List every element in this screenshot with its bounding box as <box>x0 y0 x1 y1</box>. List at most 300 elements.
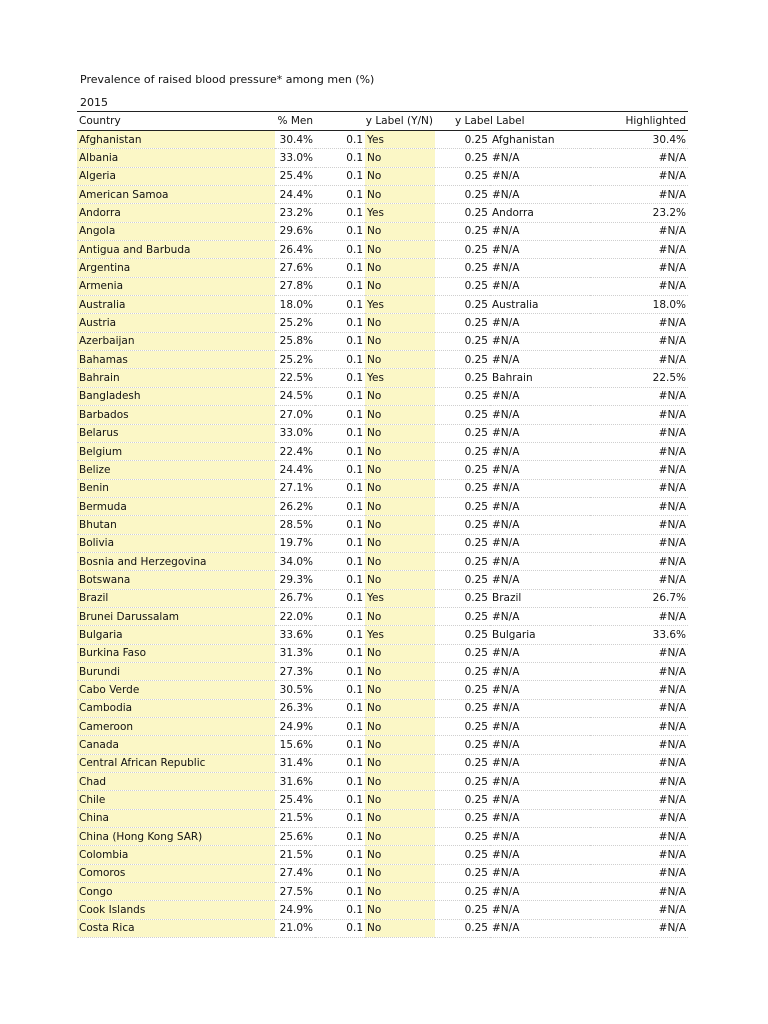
y-label-label-value-cell: 0.25 <box>435 681 490 699</box>
men-percent-cell: 27.3% <box>275 662 315 680</box>
men-percent-cell: 26.7% <box>275 589 315 607</box>
y-label-value-cell: 0.1 <box>315 516 365 534</box>
highlighted-cell: #N/A <box>590 167 688 185</box>
men-percent-cell: 27.4% <box>275 864 315 882</box>
col-header-highlighted: Highlighted <box>590 112 688 131</box>
table-row <box>77 883 688 901</box>
y-label-yn-cell: No <box>365 571 435 589</box>
men-percent-cell: 33.0% <box>275 424 315 442</box>
country-cell: Andorra <box>77 204 275 222</box>
table-row <box>77 369 688 387</box>
table-row <box>77 241 688 259</box>
country-cell: Botswana <box>77 571 275 589</box>
y-label-label-cell: #N/A <box>490 846 590 864</box>
table-row <box>77 167 688 185</box>
y-label-label-value-cell: 0.25 <box>435 534 490 552</box>
highlighted-cell: #N/A <box>590 332 688 350</box>
y-label-value-cell: 0.1 <box>315 351 365 369</box>
y-label-label-value-cell: 0.25 <box>435 846 490 864</box>
y-label-yn-cell: No <box>365 534 435 552</box>
y-label-value-cell: 0.1 <box>315 424 365 442</box>
y-label-label-cell: #N/A <box>490 864 590 882</box>
y-label-label-value-cell: 0.25 <box>435 699 490 717</box>
country-cell: China (Hong Kong SAR) <box>77 828 275 846</box>
men-percent-cell: 31.6% <box>275 773 315 791</box>
y-label-value-cell: 0.1 <box>315 864 365 882</box>
country-cell: Costa Rica <box>77 919 275 937</box>
y-label-yn-cell: No <box>365 387 435 405</box>
men-percent-cell: 27.5% <box>275 883 315 901</box>
y-label-label-cell: #N/A <box>490 534 590 552</box>
y-label-value-cell: 0.1 <box>315 534 365 552</box>
table-row <box>77 186 688 204</box>
y-label-yn-cell: No <box>365 846 435 864</box>
highlighted-cell: 23.2% <box>590 204 688 222</box>
y-label-label-cell: #N/A <box>490 222 590 240</box>
table-row <box>77 351 688 369</box>
y-label-label-value-cell: 0.25 <box>435 296 490 314</box>
y-label-yn-cell: No <box>365 736 435 754</box>
table-row <box>77 461 688 479</box>
country-cell: Australia <box>77 296 275 314</box>
y-label-yn-cell: No <box>365 718 435 736</box>
y-label-label-value-cell: 0.25 <box>435 571 490 589</box>
y-label-label-cell: #N/A <box>490 479 590 497</box>
men-percent-cell: 31.4% <box>275 754 315 772</box>
men-percent-cell: 29.3% <box>275 571 315 589</box>
y-label-label-cell: #N/A <box>490 699 590 717</box>
y-label-label-value-cell: 0.25 <box>435 387 490 405</box>
men-percent-cell: 24.5% <box>275 387 315 405</box>
country-cell: Brazil <box>77 589 275 607</box>
y-label-value-cell: 0.1 <box>315 479 365 497</box>
y-label-label-cell: #N/A <box>490 149 590 167</box>
y-label-value-cell: 0.1 <box>315 277 365 295</box>
men-percent-cell: 22.5% <box>275 369 315 387</box>
col-header-y-label-yn: y Label (Y/N) <box>315 112 435 131</box>
y-label-label-cell: #N/A <box>490 828 590 846</box>
country-cell: Cook Islands <box>77 901 275 919</box>
men-percent-cell: 22.0% <box>275 607 315 625</box>
y-label-value-cell: 0.1 <box>315 901 365 919</box>
y-label-label-cell: Bulgaria <box>490 626 590 644</box>
y-label-label-cell: #N/A <box>490 387 590 405</box>
country-cell: Belgium <box>77 442 275 460</box>
country-cell: Congo <box>77 883 275 901</box>
y-label-label-value-cell: 0.25 <box>435 626 490 644</box>
y-label-value-cell: 0.1 <box>315 222 365 240</box>
y-label-yn-cell: No <box>365 406 435 424</box>
y-label-value-cell: 0.1 <box>315 259 365 277</box>
men-percent-cell: 24.4% <box>275 186 315 204</box>
highlighted-cell: #N/A <box>590 718 688 736</box>
page-title: Prevalence of raised blood pressure* among men (%) <box>80 73 375 86</box>
men-percent-cell: 30.4% <box>275 131 315 149</box>
y-label-value-cell: 0.1 <box>315 883 365 901</box>
highlighted-cell: #N/A <box>590 387 688 405</box>
men-percent-cell: 33.0% <box>275 149 315 167</box>
y-label-label-cell: #N/A <box>490 552 590 570</box>
table-row <box>77 846 688 864</box>
y-label-yn-cell: Yes <box>365 626 435 644</box>
y-label-label-value-cell: 0.25 <box>435 314 490 332</box>
y-label-yn-cell: Yes <box>365 369 435 387</box>
country-cell: Antigua and Barbuda <box>77 241 275 259</box>
country-cell: Chad <box>77 773 275 791</box>
y-label-label-value-cell: 0.25 <box>435 351 490 369</box>
y-label-label-value-cell: 0.25 <box>435 901 490 919</box>
men-percent-cell: 23.2% <box>275 204 315 222</box>
country-cell: China <box>77 809 275 827</box>
y-label-yn-cell: No <box>365 277 435 295</box>
y-label-label-cell: #N/A <box>490 461 590 479</box>
country-cell: Cambodia <box>77 699 275 717</box>
y-label-label-value-cell: 0.25 <box>435 516 490 534</box>
y-label-yn-cell: No <box>365 222 435 240</box>
country-cell: Bosnia and Herzegovina <box>77 552 275 570</box>
y-label-yn-cell: No <box>365 773 435 791</box>
country-cell: Brunei Darussalam <box>77 607 275 625</box>
y-label-label-cell: #N/A <box>490 773 590 791</box>
table-row <box>77 131 688 149</box>
y-label-yn-cell: No <box>365 497 435 515</box>
men-percent-cell: 30.5% <box>275 681 315 699</box>
table-body <box>77 131 688 938</box>
y-label-yn-cell: No <box>365 167 435 185</box>
y-label-label-cell: #N/A <box>490 516 590 534</box>
y-label-label-value-cell: 0.25 <box>435 131 490 149</box>
men-percent-cell: 21.5% <box>275 846 315 864</box>
y-label-label-cell: #N/A <box>490 259 590 277</box>
highlighted-cell: #N/A <box>590 186 688 204</box>
highlighted-cell: #N/A <box>590 681 688 699</box>
highlighted-cell: #N/A <box>590 809 688 827</box>
highlighted-cell: #N/A <box>590 662 688 680</box>
y-label-value-cell: 0.1 <box>315 607 365 625</box>
highlighted-cell: #N/A <box>590 901 688 919</box>
table-row <box>77 222 688 240</box>
country-cell: Benin <box>77 479 275 497</box>
men-percent-cell: 24.9% <box>275 718 315 736</box>
y-label-yn-cell: No <box>365 864 435 882</box>
y-label-label-cell: #N/A <box>490 607 590 625</box>
highlighted-cell: #N/A <box>590 699 688 717</box>
highlighted-cell: #N/A <box>590 846 688 864</box>
men-percent-cell: 26.4% <box>275 241 315 259</box>
y-label-value-cell: 0.1 <box>315 314 365 332</box>
highlighted-cell: 30.4% <box>590 131 688 149</box>
country-cell: Canada <box>77 736 275 754</box>
y-label-label-cell: #N/A <box>490 754 590 772</box>
y-label-yn-cell: No <box>365 791 435 809</box>
table-row <box>77 662 688 680</box>
table-row <box>77 442 688 460</box>
y-label-yn-cell: No <box>365 332 435 350</box>
y-label-label-cell: #N/A <box>490 718 590 736</box>
highlighted-cell: #N/A <box>590 406 688 424</box>
y-label-yn-cell: Yes <box>365 296 435 314</box>
country-cell: Austria <box>77 314 275 332</box>
highlighted-cell: #N/A <box>590 461 688 479</box>
highlighted-cell: #N/A <box>590 791 688 809</box>
y-label-yn-cell: No <box>365 552 435 570</box>
y-label-yn-cell: No <box>365 754 435 772</box>
highlighted-cell: 22.5% <box>590 369 688 387</box>
y-label-yn-cell: No <box>365 681 435 699</box>
y-label-value-cell: 0.1 <box>315 809 365 827</box>
y-label-yn-cell: No <box>365 809 435 827</box>
y-label-label-cell: Afghanistan <box>490 131 590 149</box>
men-percent-cell: 25.4% <box>275 167 315 185</box>
y-label-yn-cell: No <box>365 461 435 479</box>
y-label-value-cell: 0.1 <box>315 662 365 680</box>
men-percent-cell: 21.5% <box>275 809 315 827</box>
y-label-label-cell: #N/A <box>490 314 590 332</box>
y-label-label-value-cell: 0.25 <box>435 149 490 167</box>
y-label-label-cell: Andorra <box>490 204 590 222</box>
y-label-label-value-cell: 0.25 <box>435 828 490 846</box>
country-cell: Bulgaria <box>77 626 275 644</box>
table-row <box>77 204 688 222</box>
highlighted-cell: #N/A <box>590 552 688 570</box>
y-label-yn-cell: No <box>365 516 435 534</box>
table-row <box>77 718 688 736</box>
highlighted-cell: #N/A <box>590 241 688 259</box>
country-cell: Afghanistan <box>77 131 275 149</box>
y-label-yn-cell: No <box>365 607 435 625</box>
highlighted-cell: #N/A <box>590 424 688 442</box>
table-row <box>77 497 688 515</box>
y-label-yn-cell: No <box>365 259 435 277</box>
y-label-value-cell: 0.1 <box>315 828 365 846</box>
highlighted-cell: 26.7% <box>590 589 688 607</box>
y-label-yn-cell: No <box>365 919 435 937</box>
country-cell: American Samoa <box>77 186 275 204</box>
y-label-value-cell: 0.1 <box>315 131 365 149</box>
y-label-label-value-cell: 0.25 <box>435 259 490 277</box>
y-label-label-value-cell: 0.25 <box>435 186 490 204</box>
table-row <box>77 406 688 424</box>
men-percent-cell: 27.1% <box>275 479 315 497</box>
highlighted-cell: 18.0% <box>590 296 688 314</box>
year-label: 2015 <box>80 96 108 109</box>
y-label-label-value-cell: 0.25 <box>435 406 490 424</box>
country-cell: Bangladesh <box>77 387 275 405</box>
highlighted-cell: #N/A <box>590 351 688 369</box>
country-cell: Burkina Faso <box>77 644 275 662</box>
men-percent-cell: 28.5% <box>275 516 315 534</box>
men-percent-cell: 18.0% <box>275 296 315 314</box>
y-label-yn-cell: Yes <box>365 131 435 149</box>
table-row <box>77 571 688 589</box>
table-row <box>77 919 688 937</box>
men-percent-cell: 25.2% <box>275 351 315 369</box>
y-label-label-value-cell: 0.25 <box>435 204 490 222</box>
y-label-yn-cell: No <box>365 883 435 901</box>
country-cell: Bahamas <box>77 351 275 369</box>
highlighted-cell: #N/A <box>590 644 688 662</box>
table-row <box>77 516 688 534</box>
table-row <box>77 314 688 332</box>
y-label-value-cell: 0.1 <box>315 149 365 167</box>
highlighted-cell: #N/A <box>590 497 688 515</box>
country-cell: Bahrain <box>77 369 275 387</box>
table-row <box>77 773 688 791</box>
y-label-label-value-cell: 0.25 <box>435 479 490 497</box>
y-label-label-cell: #N/A <box>490 351 590 369</box>
table-row <box>77 828 688 846</box>
col-header-y-label-label: y Label Label <box>435 112 590 131</box>
men-percent-cell: 34.0% <box>275 552 315 570</box>
y-label-yn-cell: No <box>365 241 435 259</box>
y-label-label-cell: #N/A <box>490 736 590 754</box>
highlighted-cell: #N/A <box>590 571 688 589</box>
y-label-label-value-cell: 0.25 <box>435 644 490 662</box>
highlighted-cell: #N/A <box>590 259 688 277</box>
highlighted-cell: #N/A <box>590 516 688 534</box>
y-label-value-cell: 0.1 <box>315 442 365 460</box>
table-row <box>77 626 688 644</box>
y-label-label-cell: #N/A <box>490 167 590 185</box>
y-label-label-cell: #N/A <box>490 919 590 937</box>
y-label-yn-cell: No <box>365 479 435 497</box>
table-row <box>77 754 688 772</box>
y-label-value-cell: 0.1 <box>315 552 365 570</box>
country-cell: Algeria <box>77 167 275 185</box>
y-label-value-cell: 0.1 <box>315 919 365 937</box>
col-header-men: % Men <box>275 112 315 131</box>
table-row <box>77 479 688 497</box>
y-label-label-value-cell: 0.25 <box>435 736 490 754</box>
men-percent-cell: 33.6% <box>275 626 315 644</box>
country-cell: Colombia <box>77 846 275 864</box>
y-label-label-cell: #N/A <box>490 681 590 699</box>
y-label-value-cell: 0.1 <box>315 791 365 809</box>
country-cell: Bolivia <box>77 534 275 552</box>
y-label-label-value-cell: 0.25 <box>435 497 490 515</box>
y-label-yn-cell: No <box>365 442 435 460</box>
men-percent-cell: 22.4% <box>275 442 315 460</box>
table-row <box>77 259 688 277</box>
country-cell: Belarus <box>77 424 275 442</box>
men-percent-cell: 27.8% <box>275 277 315 295</box>
men-percent-cell: 26.2% <box>275 497 315 515</box>
country-cell: Bhutan <box>77 516 275 534</box>
men-percent-cell: 27.6% <box>275 259 315 277</box>
y-label-label-value-cell: 0.25 <box>435 552 490 570</box>
y-label-value-cell: 0.1 <box>315 241 365 259</box>
y-label-label-cell: #N/A <box>490 442 590 460</box>
country-cell: Albania <box>77 149 275 167</box>
y-label-value-cell: 0.1 <box>315 626 365 644</box>
y-label-label-cell: #N/A <box>490 883 590 901</box>
table-row <box>77 699 688 717</box>
y-label-label-cell: Brazil <box>490 589 590 607</box>
table-row <box>77 901 688 919</box>
y-label-label-cell: Australia <box>490 296 590 314</box>
highlighted-cell: #N/A <box>590 534 688 552</box>
y-label-label-value-cell: 0.25 <box>435 718 490 736</box>
men-percent-cell: 25.4% <box>275 791 315 809</box>
y-label-value-cell: 0.1 <box>315 387 365 405</box>
y-label-label-cell: #N/A <box>490 809 590 827</box>
y-label-label-value-cell: 0.25 <box>435 424 490 442</box>
men-percent-cell: 29.6% <box>275 222 315 240</box>
y-label-value-cell: 0.1 <box>315 204 365 222</box>
table-row <box>77 424 688 442</box>
y-label-value-cell: 0.1 <box>315 589 365 607</box>
men-percent-cell: 15.6% <box>275 736 315 754</box>
y-label-value-cell: 0.1 <box>315 186 365 204</box>
men-percent-cell: 24.9% <box>275 901 315 919</box>
highlighted-cell: #N/A <box>590 883 688 901</box>
y-label-label-value-cell: 0.25 <box>435 461 490 479</box>
y-label-value-cell: 0.1 <box>315 296 365 314</box>
y-label-value-cell: 0.1 <box>315 754 365 772</box>
y-label-yn-cell: No <box>365 424 435 442</box>
country-cell: Belize <box>77 461 275 479</box>
y-label-value-cell: 0.1 <box>315 406 365 424</box>
highlighted-cell: #N/A <box>590 754 688 772</box>
men-percent-cell: 24.4% <box>275 461 315 479</box>
table-row <box>77 296 688 314</box>
y-label-label-cell: #N/A <box>490 662 590 680</box>
table-row <box>77 681 688 699</box>
highlighted-cell: #N/A <box>590 149 688 167</box>
table-row <box>77 864 688 882</box>
y-label-value-cell: 0.1 <box>315 681 365 699</box>
country-cell: Azerbaijan <box>77 332 275 350</box>
y-label-yn-cell: No <box>365 351 435 369</box>
y-label-label-cell: #N/A <box>490 406 590 424</box>
table-header-row <box>77 112 688 131</box>
y-label-value-cell: 0.1 <box>315 497 365 515</box>
y-label-value-cell: 0.1 <box>315 699 365 717</box>
y-label-value-cell: 0.1 <box>315 571 365 589</box>
y-label-label-cell: #N/A <box>490 791 590 809</box>
y-label-label-cell: #N/A <box>490 241 590 259</box>
y-label-yn-cell: No <box>365 149 435 167</box>
y-label-value-cell: 0.1 <box>315 773 365 791</box>
men-percent-cell: 27.0% <box>275 406 315 424</box>
y-label-yn-cell: No <box>365 699 435 717</box>
y-label-label-value-cell: 0.25 <box>435 662 490 680</box>
highlighted-cell: #N/A <box>590 864 688 882</box>
country-cell: Barbados <box>77 406 275 424</box>
y-label-label-value-cell: 0.25 <box>435 773 490 791</box>
table-row <box>77 644 688 662</box>
data-table <box>77 112 688 938</box>
y-label-label-value-cell: 0.25 <box>435 167 490 185</box>
highlighted-cell: #N/A <box>590 277 688 295</box>
y-label-label-cell: #N/A <box>490 424 590 442</box>
y-label-label-value-cell: 0.25 <box>435 222 490 240</box>
y-label-label-value-cell: 0.25 <box>435 809 490 827</box>
highlighted-cell: 33.6% <box>590 626 688 644</box>
country-cell: Cameroon <box>77 718 275 736</box>
y-label-value-cell: 0.1 <box>315 644 365 662</box>
y-label-value-cell: 0.1 <box>315 332 365 350</box>
y-label-label-value-cell: 0.25 <box>435 864 490 882</box>
y-label-label-cell: #N/A <box>490 571 590 589</box>
y-label-label-cell: #N/A <box>490 332 590 350</box>
y-label-yn-cell: No <box>365 662 435 680</box>
table-row <box>77 589 688 607</box>
y-label-label-value-cell: 0.25 <box>435 883 490 901</box>
y-label-label-value-cell: 0.25 <box>435 442 490 460</box>
y-label-value-cell: 0.1 <box>315 461 365 479</box>
y-label-label-cell: #N/A <box>490 186 590 204</box>
